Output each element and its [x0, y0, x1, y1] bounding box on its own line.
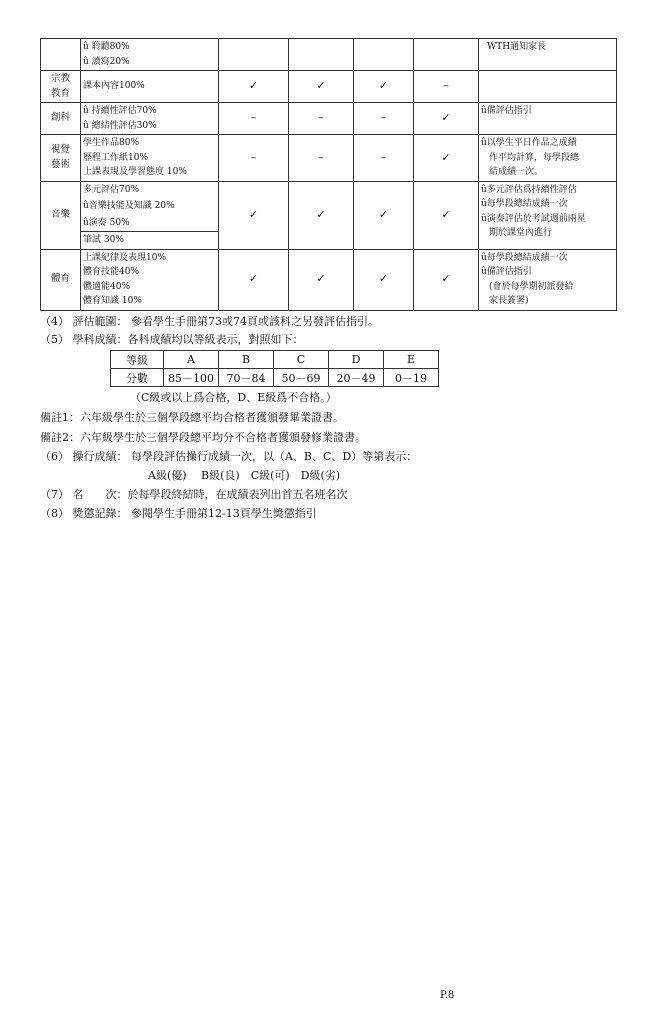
grade-cell: 等級 — [111, 351, 164, 369]
mark-cell: – — [289, 103, 354, 135]
check-mark: ✓ — [414, 181, 479, 249]
grade-header-row — [111, 351, 439, 369]
check-mark: ✓ — [354, 181, 414, 249]
note-line: û每學段總結成績一次 — [481, 199, 568, 209]
grade-cell: B — [219, 351, 274, 369]
table-row — [41, 39, 617, 71]
item-7: （7） 名 次：於每學段終結時，在成績表列出首五名班名次 — [40, 488, 348, 501]
criteria-line: û 總結性評估30% — [83, 120, 157, 131]
grade-cell: 50－69 — [274, 369, 329, 387]
note-line: û備評估指引 — [481, 267, 532, 277]
mark-cell — [219, 39, 289, 71]
criteria-line: 筆試 30% — [81, 232, 218, 249]
grade-cell: E — [384, 351, 439, 369]
criteria-line: û音樂技能及知識 20% — [83, 201, 175, 211]
criteria-line: 歷程工作紙10% — [83, 152, 149, 163]
item-6: （6） 操行成績： 每學段評估操行成績一次，以（A、B、C、D）等第表示： — [40, 450, 418, 463]
grade-cell: 分數 — [111, 369, 164, 387]
mark-cell — [354, 39, 414, 71]
criteria-line: 體育知識 10% — [83, 296, 142, 306]
check-mark: ✓ — [219, 71, 289, 103]
subject-cell — [41, 39, 81, 71]
criteria-line: 上課表現及學習態度 10% — [83, 167, 187, 177]
criteria-cell — [81, 71, 219, 103]
subject-label: 宗教 — [50, 73, 70, 84]
subject-cell — [41, 249, 81, 310]
page-number: P.8 — [440, 990, 455, 1001]
check-mark: ✓ — [414, 103, 479, 135]
notes-cell — [479, 103, 617, 135]
notes-cell — [479, 39, 617, 71]
criteria-line: 體適能40% — [83, 281, 131, 292]
note-line: û多元評估爲持續性評估 — [481, 184, 577, 195]
mark-cell: – — [219, 135, 289, 182]
subject-label: 音樂 — [50, 208, 70, 220]
grade-cell: A — [164, 351, 219, 369]
subject-cell — [41, 135, 81, 182]
table-row — [41, 249, 617, 310]
check-mark: ✓ — [289, 71, 354, 103]
criteria-cell — [81, 135, 219, 182]
check-mark: ✓ — [219, 181, 289, 249]
notes-cell — [479, 249, 617, 310]
note-line: (會於每學期初派發給 — [489, 281, 574, 292]
criteria-line: 體育技能40% — [83, 267, 140, 277]
check-mark: ✓ — [354, 249, 414, 310]
criteria-line: 上課紀律及表現10% — [83, 252, 167, 263]
criteria-cell — [81, 103, 219, 135]
subject-label: 藝術 — [50, 158, 70, 170]
note-line: 作平均計算，每學段總 — [489, 152, 580, 163]
criteria-line: 學生作品80% — [83, 138, 140, 148]
check-mark: ✓ — [414, 249, 479, 310]
grade-cell: 20－49 — [329, 369, 384, 387]
notes-cell — [479, 135, 617, 182]
check-mark: ✓ — [289, 181, 354, 249]
mark-cell — [414, 39, 479, 71]
note-line — [481, 119, 614, 134]
criteria-line: 多元評估70% — [83, 184, 140, 195]
grade-cell: 70－84 — [219, 369, 274, 387]
mark-cell: – — [354, 135, 414, 182]
assessment-table — [40, 38, 617, 311]
grade-cell: 85－100 — [164, 369, 219, 387]
grade-cell: C — [274, 351, 329, 369]
criteria-cell — [81, 249, 219, 310]
criteria-line: û演奏 50% — [83, 217, 130, 228]
notes-cell — [479, 181, 617, 249]
note-line: û每學段總結成績一次 — [481, 252, 568, 263]
conduct-grades: A級(優) B級(良) C級(可) D級(劣) — [148, 469, 341, 482]
criteria-line: 課本內容100% — [83, 81, 145, 92]
criteria-line: û 聆聽80% — [83, 42, 130, 52]
subject-cell — [41, 181, 81, 249]
subject-cell — [41, 71, 81, 103]
item-4: （4） 評估範圍： 參看學生手冊第73或74頁或該科之另發評估指引。 — [40, 315, 379, 328]
criteria-line: û 持續性評估70% — [83, 106, 157, 116]
remark-2: 備註2：六年級學生於三個學段總平均分不合格者獲頒發修業證書。 — [40, 431, 366, 444]
note-line: û演奏評估於考試週前兩星 — [481, 213, 586, 224]
table-row — [41, 181, 617, 249]
criteria-cell — [81, 39, 219, 71]
grade-cell: D — [329, 351, 384, 369]
subject-label: 視覺 — [50, 144, 70, 156]
notes-cell — [479, 71, 617, 103]
subject-label: 創科 — [50, 112, 70, 124]
check-mark: ✓ — [414, 135, 479, 182]
criteria-line: û 讀寫20% — [83, 56, 130, 67]
mark-cell: – — [354, 103, 414, 135]
note-line: 結成績一次。 — [489, 167, 544, 177]
note-line: û以學生平日作品之成績 — [481, 138, 577, 148]
subject-cell — [41, 103, 81, 135]
check-mark: ✓ — [219, 249, 289, 310]
item-8: （8） 獎懲記錄： 參閱學生手冊第12-13頁學生獎懲指引 — [40, 507, 317, 520]
criteria-cell — [81, 181, 219, 249]
item-5: （5） 學科成績：各科成績均以等級表示，對照如下： — [40, 333, 304, 346]
table-row — [41, 71, 617, 103]
note-line: WTH通知家長 — [487, 42, 547, 52]
mark-cell: – — [414, 71, 479, 103]
table-row — [41, 135, 617, 182]
note-line: 期於課堂內進行 — [489, 228, 553, 238]
check-mark: ✓ — [354, 71, 414, 103]
grade-table — [110, 350, 439, 387]
table-row — [41, 103, 617, 135]
mark-cell — [289, 39, 354, 71]
note-line: û備評估指引 — [481, 106, 532, 116]
check-mark: ✓ — [289, 249, 354, 310]
subject-label: 教育 — [50, 87, 70, 99]
note-line: 家長簽署) — [489, 296, 529, 306]
remark-1: 備註1：六年級學生於三個學段總平均合格者獲頒發畢業證書。 — [40, 411, 344, 424]
mark-cell: – — [219, 103, 289, 135]
mark-cell: – — [289, 135, 354, 182]
grade-score-row — [111, 369, 439, 387]
grade-note: （C級或以上爲合格，D、E級爲不合格。） — [130, 391, 337, 404]
grade-cell: 0－19 — [384, 369, 439, 387]
subject-label: 體育 — [50, 273, 70, 285]
